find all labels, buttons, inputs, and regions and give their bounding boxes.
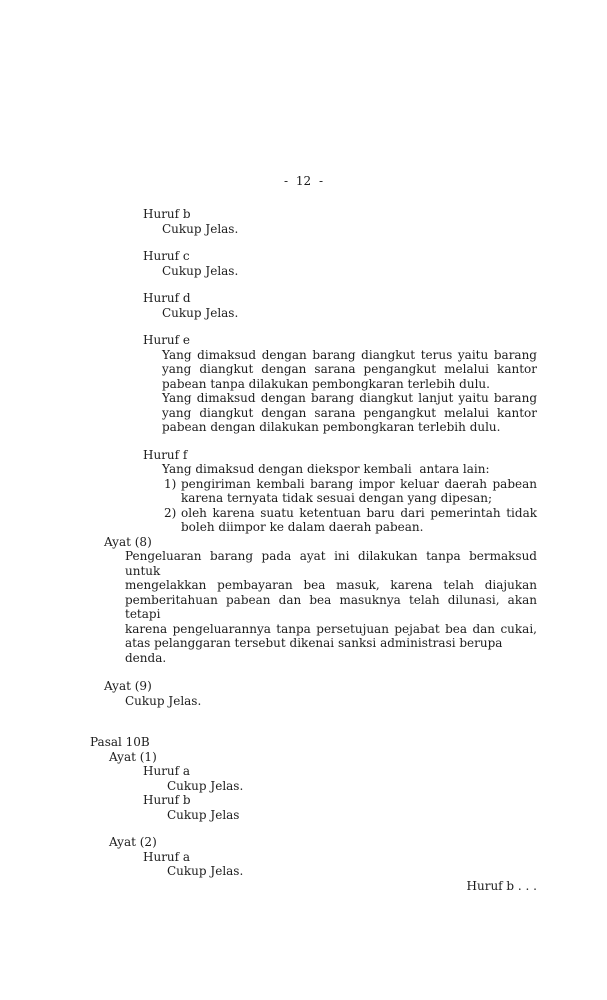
ayat-9-body: Cukup Jelas. xyxy=(125,693,202,708)
text-line: oleh karena suatu ketentuan baru dari pemerintah tidak xyxy=(181,505,537,520)
list-item-1 xyxy=(164,477,537,506)
huruf-d-body: Cukup Jelas. xyxy=(162,305,239,320)
pasal-10b-ayat-2-huruf-a-label: Huruf a xyxy=(143,849,191,864)
text-line: karena pengeluarannya tanpa persetujuan pejabat bea dan cukai, xyxy=(125,621,537,636)
list-marker: 2) xyxy=(164,505,177,520)
ayat-8-paragraph xyxy=(125,549,537,665)
huruf-b-body: Cukup Jelas. xyxy=(162,221,239,236)
text-line: yang diangkut dengan sarana pengangkut melalui kantor xyxy=(162,362,537,376)
huruf-e-label: Huruf e xyxy=(143,333,191,347)
pasal-10b-ayat-1-huruf-b-label: Huruf b xyxy=(143,793,191,807)
text-line: Yang dimaksud dengan barang diangkut terus yaitu barang xyxy=(162,347,537,362)
list-marker: 1) xyxy=(164,476,177,491)
catchword: Huruf b . . . xyxy=(466,878,537,893)
huruf-c-label: Huruf c xyxy=(143,249,190,263)
text-line: boleh diimpor ke dalam daerah pabean. xyxy=(181,520,424,534)
page-number: - 12 - xyxy=(283,174,323,188)
pasal-10b-ayat-1-huruf-b-body: Cukup Jelas xyxy=(167,807,240,822)
text-line: pemberitahuan pabean dan bea masuknya telah dilunasi, akan tetapi xyxy=(125,592,537,621)
text-line: Yang dimaksud dengan barang diangkut lanjut yaitu barang xyxy=(162,391,537,405)
text-line: yang diangkut dengan sarana pengangkut melalui kantor xyxy=(162,405,537,420)
text-line: mengelakkan pembayaran bea masuk, karena telah diajukan xyxy=(125,578,537,592)
huruf-e-paragraph-2 xyxy=(162,391,537,435)
text-line: pabean dengan dilakukan pembongkaran terlebih dulu. xyxy=(162,420,501,434)
pasal-10b-label: Pasal 10B xyxy=(90,735,150,749)
text-line: karena ternyata tidak sesuai dengan yang dipesan; xyxy=(181,491,493,505)
huruf-e-paragraph-1 xyxy=(162,348,537,392)
list-item-2 xyxy=(164,506,537,535)
huruf-d-label: Huruf d xyxy=(143,291,191,305)
document-body xyxy=(90,207,537,893)
text-line: Pengeluaran barang pada ayat ini dilakukan tanpa bermaksud untuk xyxy=(125,549,537,578)
text-line: pabean tanpa dilakukan pembongkaran terlebih dulu. xyxy=(162,376,490,391)
text-line: pengiriman kembali barang impor keluar daerah pabean xyxy=(181,476,537,491)
pasal-10b-ayat-2-label: Ayat (2) xyxy=(109,835,157,849)
list-item-text xyxy=(181,477,537,506)
list-item-text xyxy=(181,506,537,535)
pasal-10b-ayat-1-label: Ayat (1) xyxy=(109,749,157,764)
pasal-10b-ayat-1-huruf-a-body: Cukup Jelas. xyxy=(167,778,244,793)
ayat-8-label: Ayat (8) xyxy=(104,534,152,549)
huruf-f-label: Huruf f xyxy=(143,447,188,462)
ayat-9-label: Ayat (9) xyxy=(104,679,152,693)
huruf-b-label: Huruf b xyxy=(143,207,191,221)
text-line: atas pelanggaran tersebut dikenai sanksi administrasi berupa denda. xyxy=(125,636,507,665)
pasal-10b-ayat-2-huruf-a-body: Cukup Jelas. xyxy=(167,864,244,878)
huruf-f-intro: Yang dimaksud dengan diekspor kembali antara lain: xyxy=(162,462,490,476)
huruf-c-body: Cukup Jelas. xyxy=(162,263,239,278)
pasal-10b-ayat-1-huruf-a-label: Huruf a xyxy=(143,764,191,778)
